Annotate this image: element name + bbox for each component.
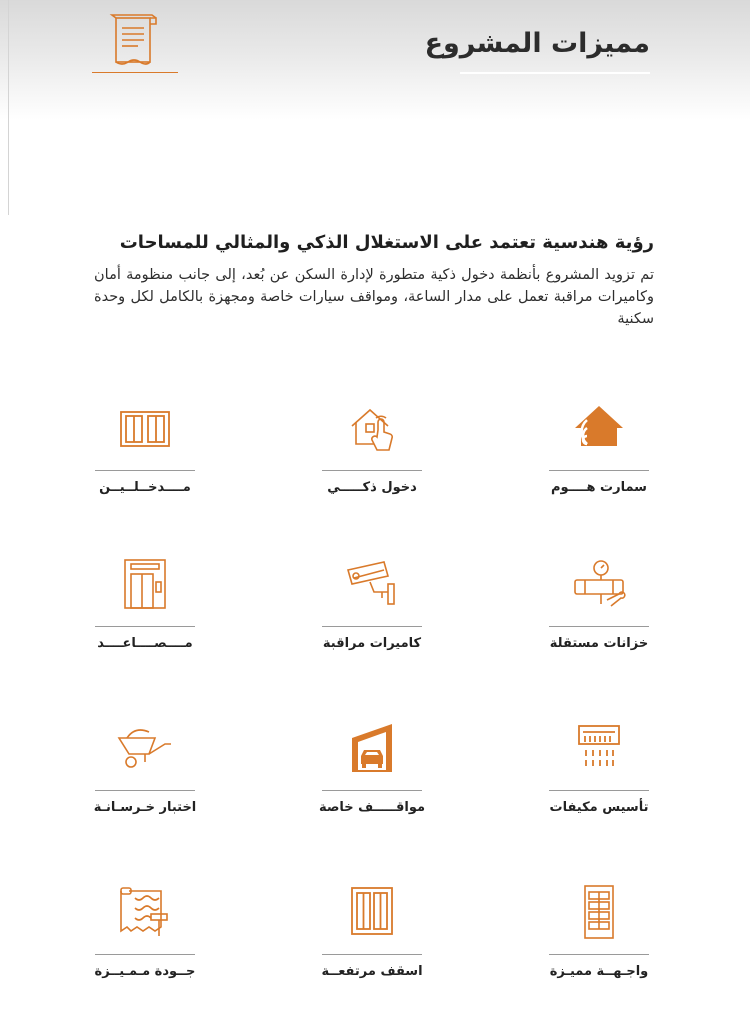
feature-divider	[322, 790, 422, 791]
feature-divider	[95, 626, 195, 627]
left-divider	[8, 0, 9, 215]
wheelbarrow-icon	[117, 720, 173, 776]
high-ceiling-icon	[344, 884, 400, 940]
feature-label: اسقف مرتفعــة	[321, 964, 423, 979]
double-door-icon	[117, 400, 173, 456]
feature-divider	[549, 954, 649, 955]
feature-label: كاميرات مراقبة	[322, 636, 422, 651]
feature-divider	[95, 954, 195, 955]
intro-heading: رؤية هندسية تعتمد على الاستغلال الذكي والمثالي للمساحات	[119, 232, 654, 253]
feature-label: خزانات مستقلة	[549, 636, 649, 651]
feature-label: اختبار خـرسـانـة	[93, 800, 197, 815]
feature-divider	[549, 626, 649, 627]
private-parking-icon	[344, 720, 400, 776]
feature-divider	[322, 470, 422, 471]
feature-divider	[549, 790, 649, 791]
title-underline	[460, 72, 650, 74]
smart-entry-icon	[344, 400, 400, 456]
air-conditioner-icon	[571, 720, 627, 776]
feature-label: سمارت هــــوم	[551, 480, 647, 495]
intro-paragraph: تم تزويد المشروع بأنظمة دخول ذكية متطورة لإدارة السكن عن بُعد، إلى جانب منظومة أمان وكاميرات مراقبة تعمل على مدار الساعة، ومواقف سيارات خاصة ومجهزة بالكامل لكل وحدة سكنية	[94, 267, 654, 327]
feature-label: مواقـــــف خاصة	[318, 800, 426, 815]
wallpaper-roll-icon	[117, 884, 173, 940]
security-camera-icon	[344, 556, 400, 612]
water-tank-icon	[571, 556, 627, 612]
feature-divider	[95, 470, 195, 471]
smart-home-icon	[571, 400, 627, 456]
feature-divider	[549, 470, 649, 471]
feature-label: مــــصــــاعــــد	[97, 636, 193, 651]
feature-label: دخول ذكـــــي	[327, 480, 417, 495]
feature-label: مــــدخــلــيــن	[99, 480, 191, 495]
feature-divider	[95, 790, 195, 791]
feature-divider	[322, 954, 422, 955]
page-title: مميزات المشروع	[424, 28, 650, 59]
facade-icon	[571, 884, 627, 940]
feature-divider	[322, 626, 422, 627]
document-icon	[100, 10, 176, 72]
feature-label: تأسيس مكيفات	[549, 800, 649, 815]
feature-label: جــودة مـمـيــزة	[94, 964, 196, 979]
feature-label: واجـهــة مميـزة	[549, 964, 649, 979]
header-icon-underline	[92, 72, 178, 73]
elevator-icon	[117, 556, 173, 612]
